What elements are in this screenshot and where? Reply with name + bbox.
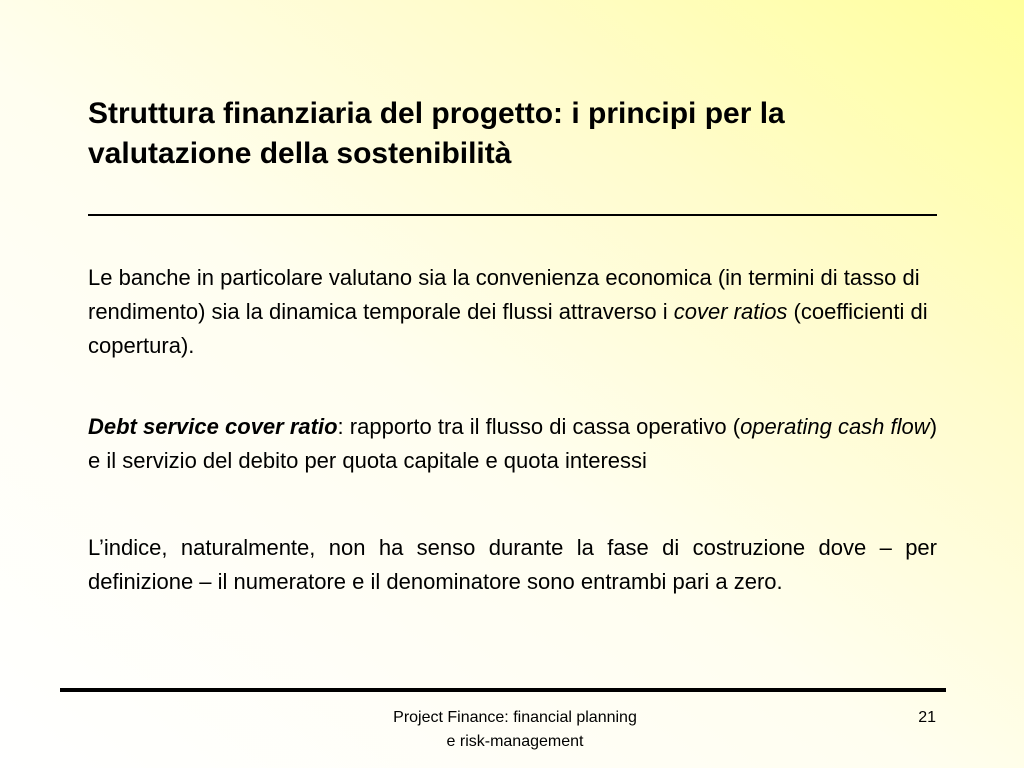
- paragraph-banks-text: Le banche in particolare valutano sia la convenienza economica (in termini di tasso di rendimento) sia la dinamica temporale dei flussi attraverso i: [88, 265, 920, 324]
- paragraph-dscr: [88, 410, 937, 478]
- page-number: 21: [918, 709, 936, 726]
- paragraph-construction-phase: L’indice, naturalmente, non ha senso durante la fase di costruzione dove – per definizione – il numeratore e il denominatore sono entrambi pari a zero.: [88, 535, 937, 594]
- footer-caption: [320, 706, 710, 754]
- paragraph-banks-text-end: (coefficienti di copertura).: [88, 299, 928, 358]
- footer-divider: [60, 688, 946, 692]
- dscr-definition-part1: : rapporto tra il flusso di cassa operativo (: [337, 414, 741, 439]
- dscr-term: Debt service cover ratio: [88, 414, 338, 439]
- footer-caption-line1: Project Finance: financial planning: [393, 709, 637, 726]
- title-underline: [88, 214, 937, 216]
- slide-title: Struttura finanziaria del progetto: i principi per la valutazione della sostenibilità: [88, 97, 785, 170]
- dscr-definition-part2: ) e il servizio del debito per quota capitale e quota interessi: [88, 414, 938, 473]
- footer-caption-line2: e risk-management: [446, 733, 584, 750]
- cover-ratios-term: cover ratios: [673, 299, 788, 324]
- operating-cash-flow-term: operating cash flow: [740, 414, 930, 439]
- paragraph-banks: [88, 261, 937, 363]
